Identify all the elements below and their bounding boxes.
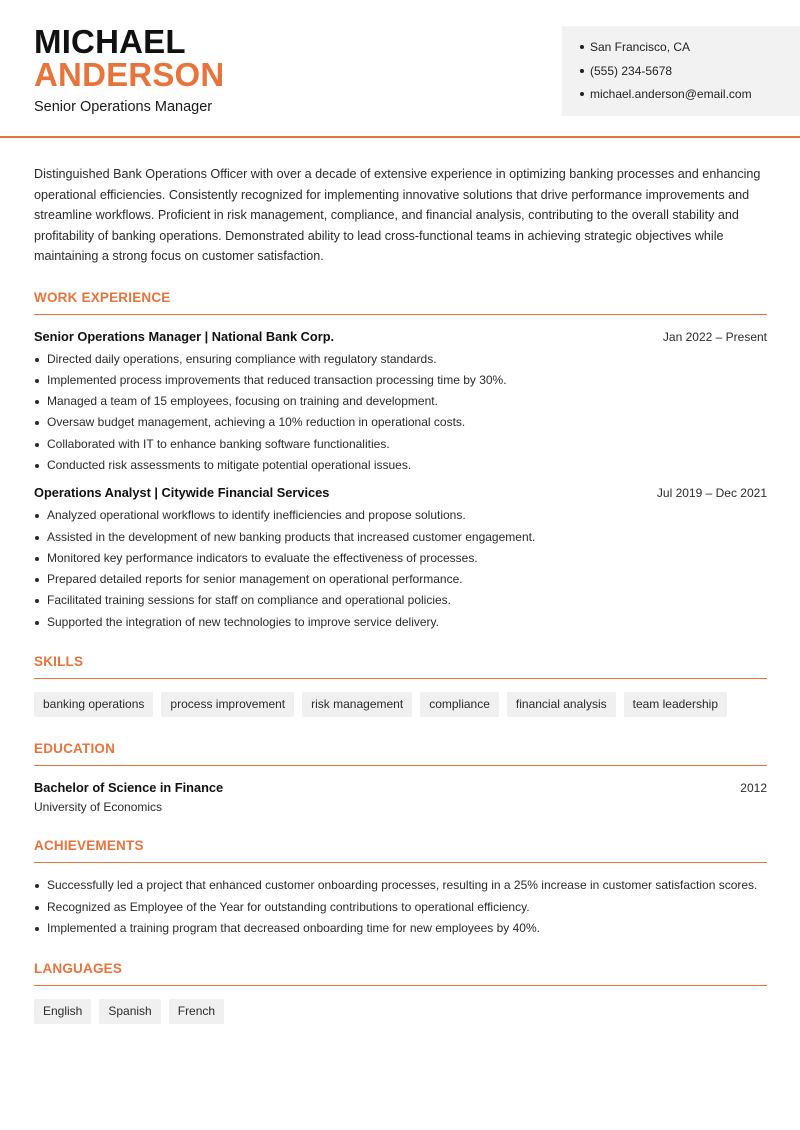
section-title-skills: SKILLS xyxy=(34,654,767,679)
list-item: Recognized as Employee of the Year for outstanding contributions to operational efficiency. xyxy=(34,897,767,917)
graduation-year: 2012 xyxy=(740,781,767,796)
contact-list xyxy=(580,38,800,109)
job-date: Jan 2022 – Present xyxy=(662,329,767,344)
job-title: Senior Operations Manager xyxy=(34,99,213,115)
job-date: Jul 2019 – Dec 2021 xyxy=(656,486,767,501)
work-experience-section xyxy=(34,290,767,634)
contact-box xyxy=(562,26,800,116)
list-item: Prepared detailed reports for senior management on operational performance. xyxy=(34,569,767,590)
job-entry xyxy=(34,329,767,477)
list-item: Implemented process improvements that reduced transaction processing time by 30%. xyxy=(34,370,767,391)
school-name: University of Economics xyxy=(34,800,163,815)
list-item: Collaborated with IT to enhance banking software functionalities. xyxy=(34,434,767,455)
education-entry xyxy=(34,780,767,814)
list-item: Conducted risk assessments to mitigate potential operational issues. xyxy=(34,455,767,476)
job-role: Senior Operations Manager | National Bank Corp. xyxy=(34,328,335,344)
job-entry xyxy=(34,485,767,633)
resume-header xyxy=(0,0,800,138)
degree: Bachelor of Science in Finance xyxy=(34,780,224,796)
skills-chips xyxy=(34,692,767,717)
list-item: Oversaw budget management, achieving a 10% reduction in operational costs. xyxy=(34,412,767,433)
achievements-section xyxy=(34,838,767,938)
skill-chip: team leadership xyxy=(624,692,727,717)
first-name: MICHAEL xyxy=(34,23,186,60)
summary-text: Distinguished Bank Operations Officer with over a decade of extensive experience in optimizing banking processes and enhancing operational efficiencies. Consistently recognized for implementing innovative solutions that drive performance improvements and streamline workflows. Proficient in risk management, compliance, and financial analysis, contributing to the overall stability and profitability of banking operations. Demonstrated ability to lead cross-functional teams in achieving strategic objectives while maintaining a strong focus on customer satisfaction. xyxy=(34,167,761,263)
education-section xyxy=(34,741,767,814)
contact-phone: (555) 234-5678 xyxy=(580,62,800,86)
section-title-achievements: ACHIEVEMENTS xyxy=(34,838,767,863)
list-item: Supported the integration of new technologies to improve service delivery. xyxy=(34,612,767,633)
last-name: ANDERSON xyxy=(34,56,225,93)
languages-chips xyxy=(34,999,767,1024)
skill-chip: process improvement xyxy=(161,692,294,717)
contact-email[interactable]: michael.anderson@email.com xyxy=(580,85,800,109)
language-chip: French xyxy=(169,999,224,1024)
section-title-education: EDUCATION xyxy=(34,741,767,766)
job-bullets xyxy=(34,505,767,633)
language-chip: Spanish xyxy=(99,999,160,1024)
list-item: Facilitated training sessions for staff on compliance and operational policies. xyxy=(34,590,767,611)
skill-chip: compliance xyxy=(420,692,499,717)
list-item: Monitored key performance indicators to evaluate the effectiveness of processes. xyxy=(34,548,767,569)
list-item: Implemented a training program that decreased onboarding time for new employees by 40%. xyxy=(34,918,767,938)
skill-chip: risk management xyxy=(302,692,412,717)
skill-chip: banking operations xyxy=(34,692,153,717)
languages-section xyxy=(34,961,767,1024)
section-title-languages: LANGUAGES xyxy=(34,961,767,986)
list-item: Managed a team of 15 employees, focusing on training and development. xyxy=(34,391,767,412)
skill-chip: financial analysis xyxy=(507,692,616,717)
list-item: Assisted in the development of new banking products that increased customer engagement. xyxy=(34,527,767,548)
skills-section xyxy=(34,654,767,717)
list-item: Directed daily operations, ensuring compliance with regulatory standards. xyxy=(34,349,767,370)
achievements-list xyxy=(34,875,767,938)
resume-body xyxy=(34,164,767,1024)
job-bullets xyxy=(34,349,767,477)
contact-location: San Francisco, CA xyxy=(580,38,800,62)
job-role: Operations Analyst | Citywide Financial Services xyxy=(34,485,330,501)
language-chip: English xyxy=(34,999,91,1024)
section-title-work: WORK EXPERIENCE xyxy=(34,290,767,315)
list-item: Analyzed operational workflows to identify inefficiencies and propose solutions. xyxy=(34,505,767,526)
list-item: Successfully led a project that enhanced customer onboarding processes, resulting in a 25% increase in customer satisfaction scores. xyxy=(34,875,767,895)
